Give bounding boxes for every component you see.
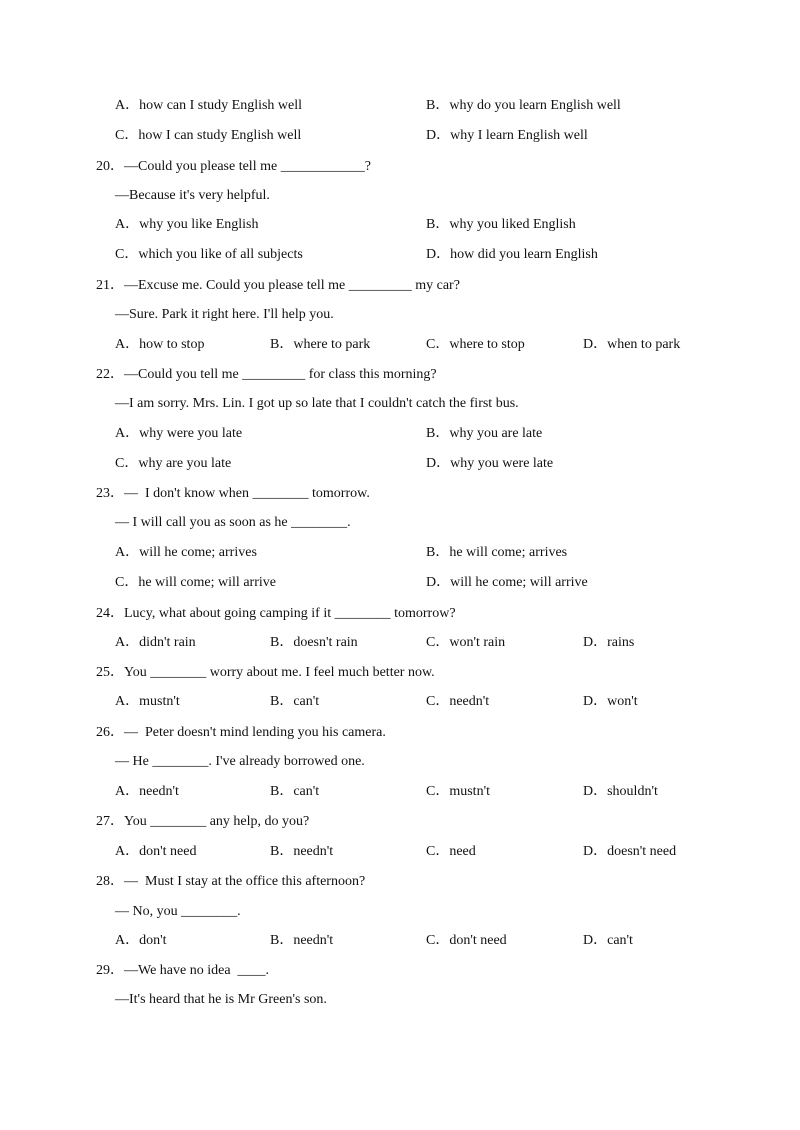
answer-option: B．needn't bbox=[270, 933, 334, 948]
answer-option: A．how to stop bbox=[115, 337, 205, 352]
answer-option: C．how I can study English well bbox=[115, 128, 302, 143]
question-stem: 28．— Must I stay at the office this afternoon? bbox=[96, 874, 366, 889]
answer-option: C．where to stop bbox=[426, 337, 525, 352]
question-stem: 22．—Could you tell me _________ for class this morning? bbox=[96, 367, 437, 382]
dialogue-reply: — No, you ________. bbox=[115, 904, 241, 919]
answer-option: A．why were you late bbox=[115, 426, 243, 441]
question-stem: 26．— Peter doesn't mind lending you his camera. bbox=[96, 725, 386, 740]
answer-option: D．why I learn English well bbox=[426, 128, 588, 143]
answer-option: A．why you like English bbox=[115, 217, 259, 232]
dialogue-reply: —I am sorry. Mrs. Lin. I got up so late that I couldn't catch the first bus. bbox=[115, 396, 519, 411]
answer-option: C．he will come; will arrive bbox=[115, 575, 276, 590]
question-stem: 20．—Could you please tell me ____________? bbox=[96, 159, 371, 174]
answer-option: D．shouldn't bbox=[583, 784, 658, 799]
answer-option: C．need bbox=[426, 844, 476, 859]
answer-option: A．don't need bbox=[115, 844, 197, 859]
dialogue-reply: —Sure. Park it right here. I'll help you. bbox=[115, 307, 334, 322]
answer-option: C．why are you late bbox=[115, 456, 232, 471]
answer-option: D．doesn't need bbox=[583, 844, 677, 859]
answer-option: B．why do you learn English well bbox=[426, 98, 621, 113]
answer-option: A．will he come; arrives bbox=[115, 545, 257, 560]
answer-option: C．won't rain bbox=[426, 635, 506, 650]
answer-option: B．can't bbox=[270, 694, 320, 709]
answer-option: D．won't bbox=[583, 694, 638, 709]
answer-option: B．doesn't rain bbox=[270, 635, 358, 650]
answer-option: B．why you liked English bbox=[426, 217, 576, 232]
dialogue-reply: —Because it's very helpful. bbox=[115, 188, 270, 203]
dialogue-reply: —It's heard that he is Mr Green's son. bbox=[115, 992, 327, 1007]
answer-option: C．mustn't bbox=[426, 784, 490, 799]
question-stem: 21．—Excuse me. Could you please tell me _________ my car? bbox=[96, 278, 460, 293]
answer-option: A．didn't rain bbox=[115, 635, 196, 650]
answer-option: A．don't bbox=[115, 933, 167, 948]
answer-option: D．how did you learn English bbox=[426, 247, 598, 262]
answer-option: B．where to park bbox=[270, 337, 371, 352]
answer-option: C．needn't bbox=[426, 694, 490, 709]
dialogue-reply: — I will call you as soon as he ________. bbox=[115, 515, 351, 530]
answer-option: A．needn't bbox=[115, 784, 179, 799]
answer-option: D．will he come; will arrive bbox=[426, 575, 588, 590]
question-stem: 23．— I don't know when ________ tomorrow. bbox=[96, 486, 370, 501]
answer-option: D．why you were late bbox=[426, 456, 554, 471]
question-stem: 29．—We have no idea ____. bbox=[96, 963, 270, 978]
question-stem: 27．You ________ any help, do you? bbox=[96, 814, 310, 829]
answer-option: D．rains bbox=[583, 635, 635, 650]
answer-option: C．which you like of all subjects bbox=[115, 247, 303, 262]
answer-option: A．how can I study English well bbox=[115, 98, 303, 113]
answer-option: B．he will come; arrives bbox=[426, 545, 568, 560]
answer-option: B．can't bbox=[270, 784, 320, 799]
answer-option: D．can't bbox=[583, 933, 633, 948]
answer-option: B．why you are late bbox=[426, 426, 543, 441]
question-stem: 24．Lucy, what about going camping if it ________ tomorrow? bbox=[96, 606, 456, 621]
question-stem: 25．You ________ worry about me. I feel much better now. bbox=[96, 665, 435, 680]
answer-option: A．mustn't bbox=[115, 694, 180, 709]
answer-option: C．don't need bbox=[426, 933, 507, 948]
dialogue-reply: — He ________. I've already borrowed one. bbox=[115, 754, 365, 769]
answer-option: B．needn't bbox=[270, 844, 334, 859]
answer-option: D．when to park bbox=[583, 337, 681, 352]
